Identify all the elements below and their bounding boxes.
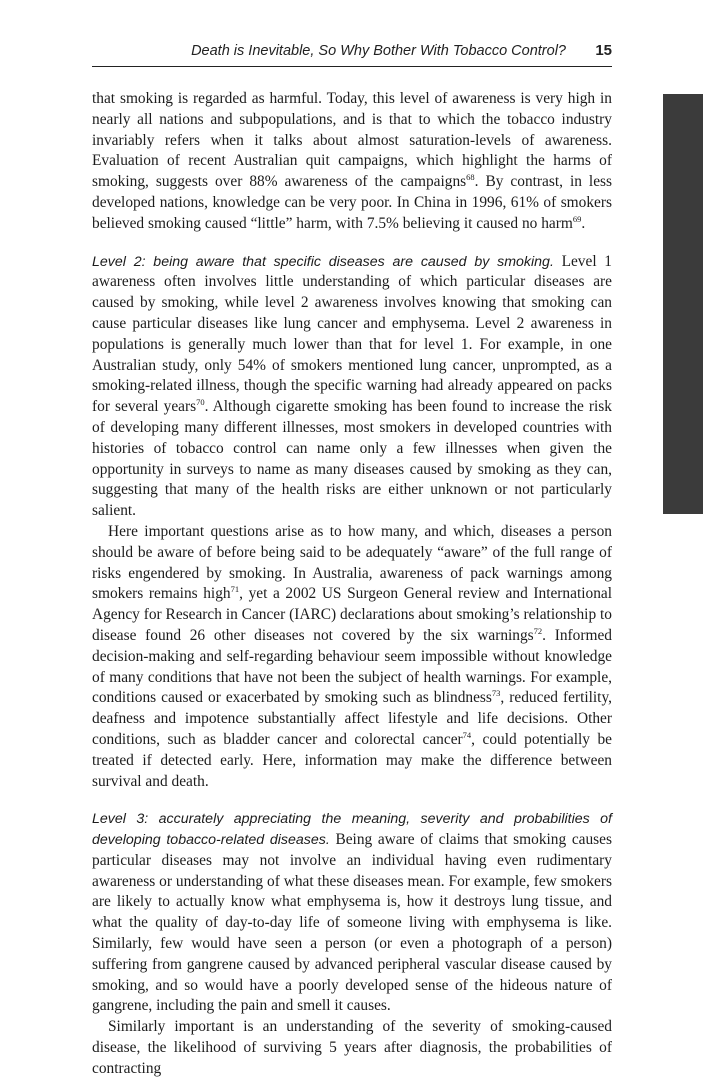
level-3-heading: Level 3: accurately appreciating the meaning, severity and probabilities of developing tobacco-related diseases.: [92, 811, 612, 849]
text-run: , could potentially be treated if detected early. Here, information may make the difference between survival and death.: [92, 730, 612, 790]
reference-superscript: 68: [466, 172, 475, 183]
text-run: , reduced fertility, deafness and impotence substantially affect lifestyle and life decisions. Other conditions, such as bladder cancer and colorectal cancer: [92, 689, 612, 748]
reference-superscript: 72: [533, 625, 543, 636]
text-run: Being aware of claims that smoking causes particular diseases may not involve an individual having even rudimentary awareness or understanding of what these diseases mean. For example, few smokers are likely to actually know what emphysema is, how it destroys lung tissue, and what the quality of day-to-day life of someone living with emphysema is like. Similarly, few would have seen a person (or even a photograph of a person) suffering from gangrene caused by advanced peripheral vascular disease caused by smoking, and so would have a poorly developed sense of the hideous nature of gangrene, including the pain and smell it causes.: [92, 831, 612, 1015]
paragraph-1: [92, 89, 612, 235]
text-run: .: [581, 214, 586, 232]
reference-superscript: 69: [572, 213, 582, 224]
level-2-heading: Level 2: being aware that specific diseases are caused by smoking.: [92, 253, 554, 270]
running-head-title: Death is Inevitable, So Why Bother With Tobacco Control?: [191, 43, 566, 59]
reference-superscript: 74: [462, 729, 472, 740]
reference-superscript: 70: [196, 397, 205, 408]
text-run: Level 1 awareness often involves little understanding of which particular diseases are caused by smoking, while level 2 awareness involves knowing that smoking can cause particular diseases like lung cancer and emphysema. Level 2 awareness in populations is generally much lower than that for level 1. For example, in one Australian study, only 54% of smokers mentioned lung cancer, unprompted, as a smoking-related illness, though the specific warning had already appeared on packs for several years: [92, 252, 612, 416]
body-text: [92, 89, 612, 1080]
text-run: Here important questions arise as to how many, and which, diseases a person should be aware of before being said to be adequately “aware” of the full range of risks engendered by smoking. In Australia, awareness of pack warnings among smokers remains high: [92, 522, 612, 603]
paragraph-level-2: [92, 252, 612, 522]
running-head: [92, 40, 612, 64]
text-run: . By contrast, in less developed nations, knowledge can be very poor. In China in 1996, 61% of smokers believed smoking caused “little” harm, with 7.5% believing it caused no harm: [92, 173, 612, 232]
text-run: . Although cigarette smoking has been found to increase the risk of developing many different illnesses, most smokers in developed countries with histories of tobacco control can name only a few illnesses when given the opportunity in surveys to name as many diseases caused by smoking as they can, suggesting that many of the health risks are either unknown or not particularly salient.: [92, 398, 612, 520]
header-rule: [92, 66, 612, 67]
text-run: , yet a 2002 US Surgeon General review and International Agency for Research in Cancer (IARC) declarations about smoking’s relationship to disease found 26 other diseases not covered by the six warnings: [92, 585, 613, 644]
text-run: . Informed decision-making and self-regarding behaviour seem impossible without knowledge of many conditions that have not been the subject of health warnings. For example, conditions caused or exacerbated by smoking such as blindness: [92, 626, 612, 707]
page-number: 15: [595, 42, 612, 59]
text-run: that smoking is regarded as harmful. Today, this level of awareness is very high in nearly all nations and subpopulations, and is that to which the tobacco industry invariably refers when it talks about almost saturation-levels of awareness. Evaluation of recent Australian quit campaigns, which highlight the harms of smoking, suggests over 88% awareness of the campaigns: [92, 90, 612, 191]
paragraph-5: [92, 1017, 612, 1079]
reference-superscript: 73: [491, 688, 501, 699]
reference-superscript: 71: [230, 584, 240, 595]
paragraph-3: [92, 522, 612, 792]
chapter-thumb-tab: [663, 94, 703, 514]
text-run: Similarly important is an understanding of the severity of smoking-caused disease, the likelihood of surviving 5 years after diagnosis, the probabilities of contracting: [92, 1018, 612, 1077]
paragraph-level-3: [92, 809, 612, 1017]
